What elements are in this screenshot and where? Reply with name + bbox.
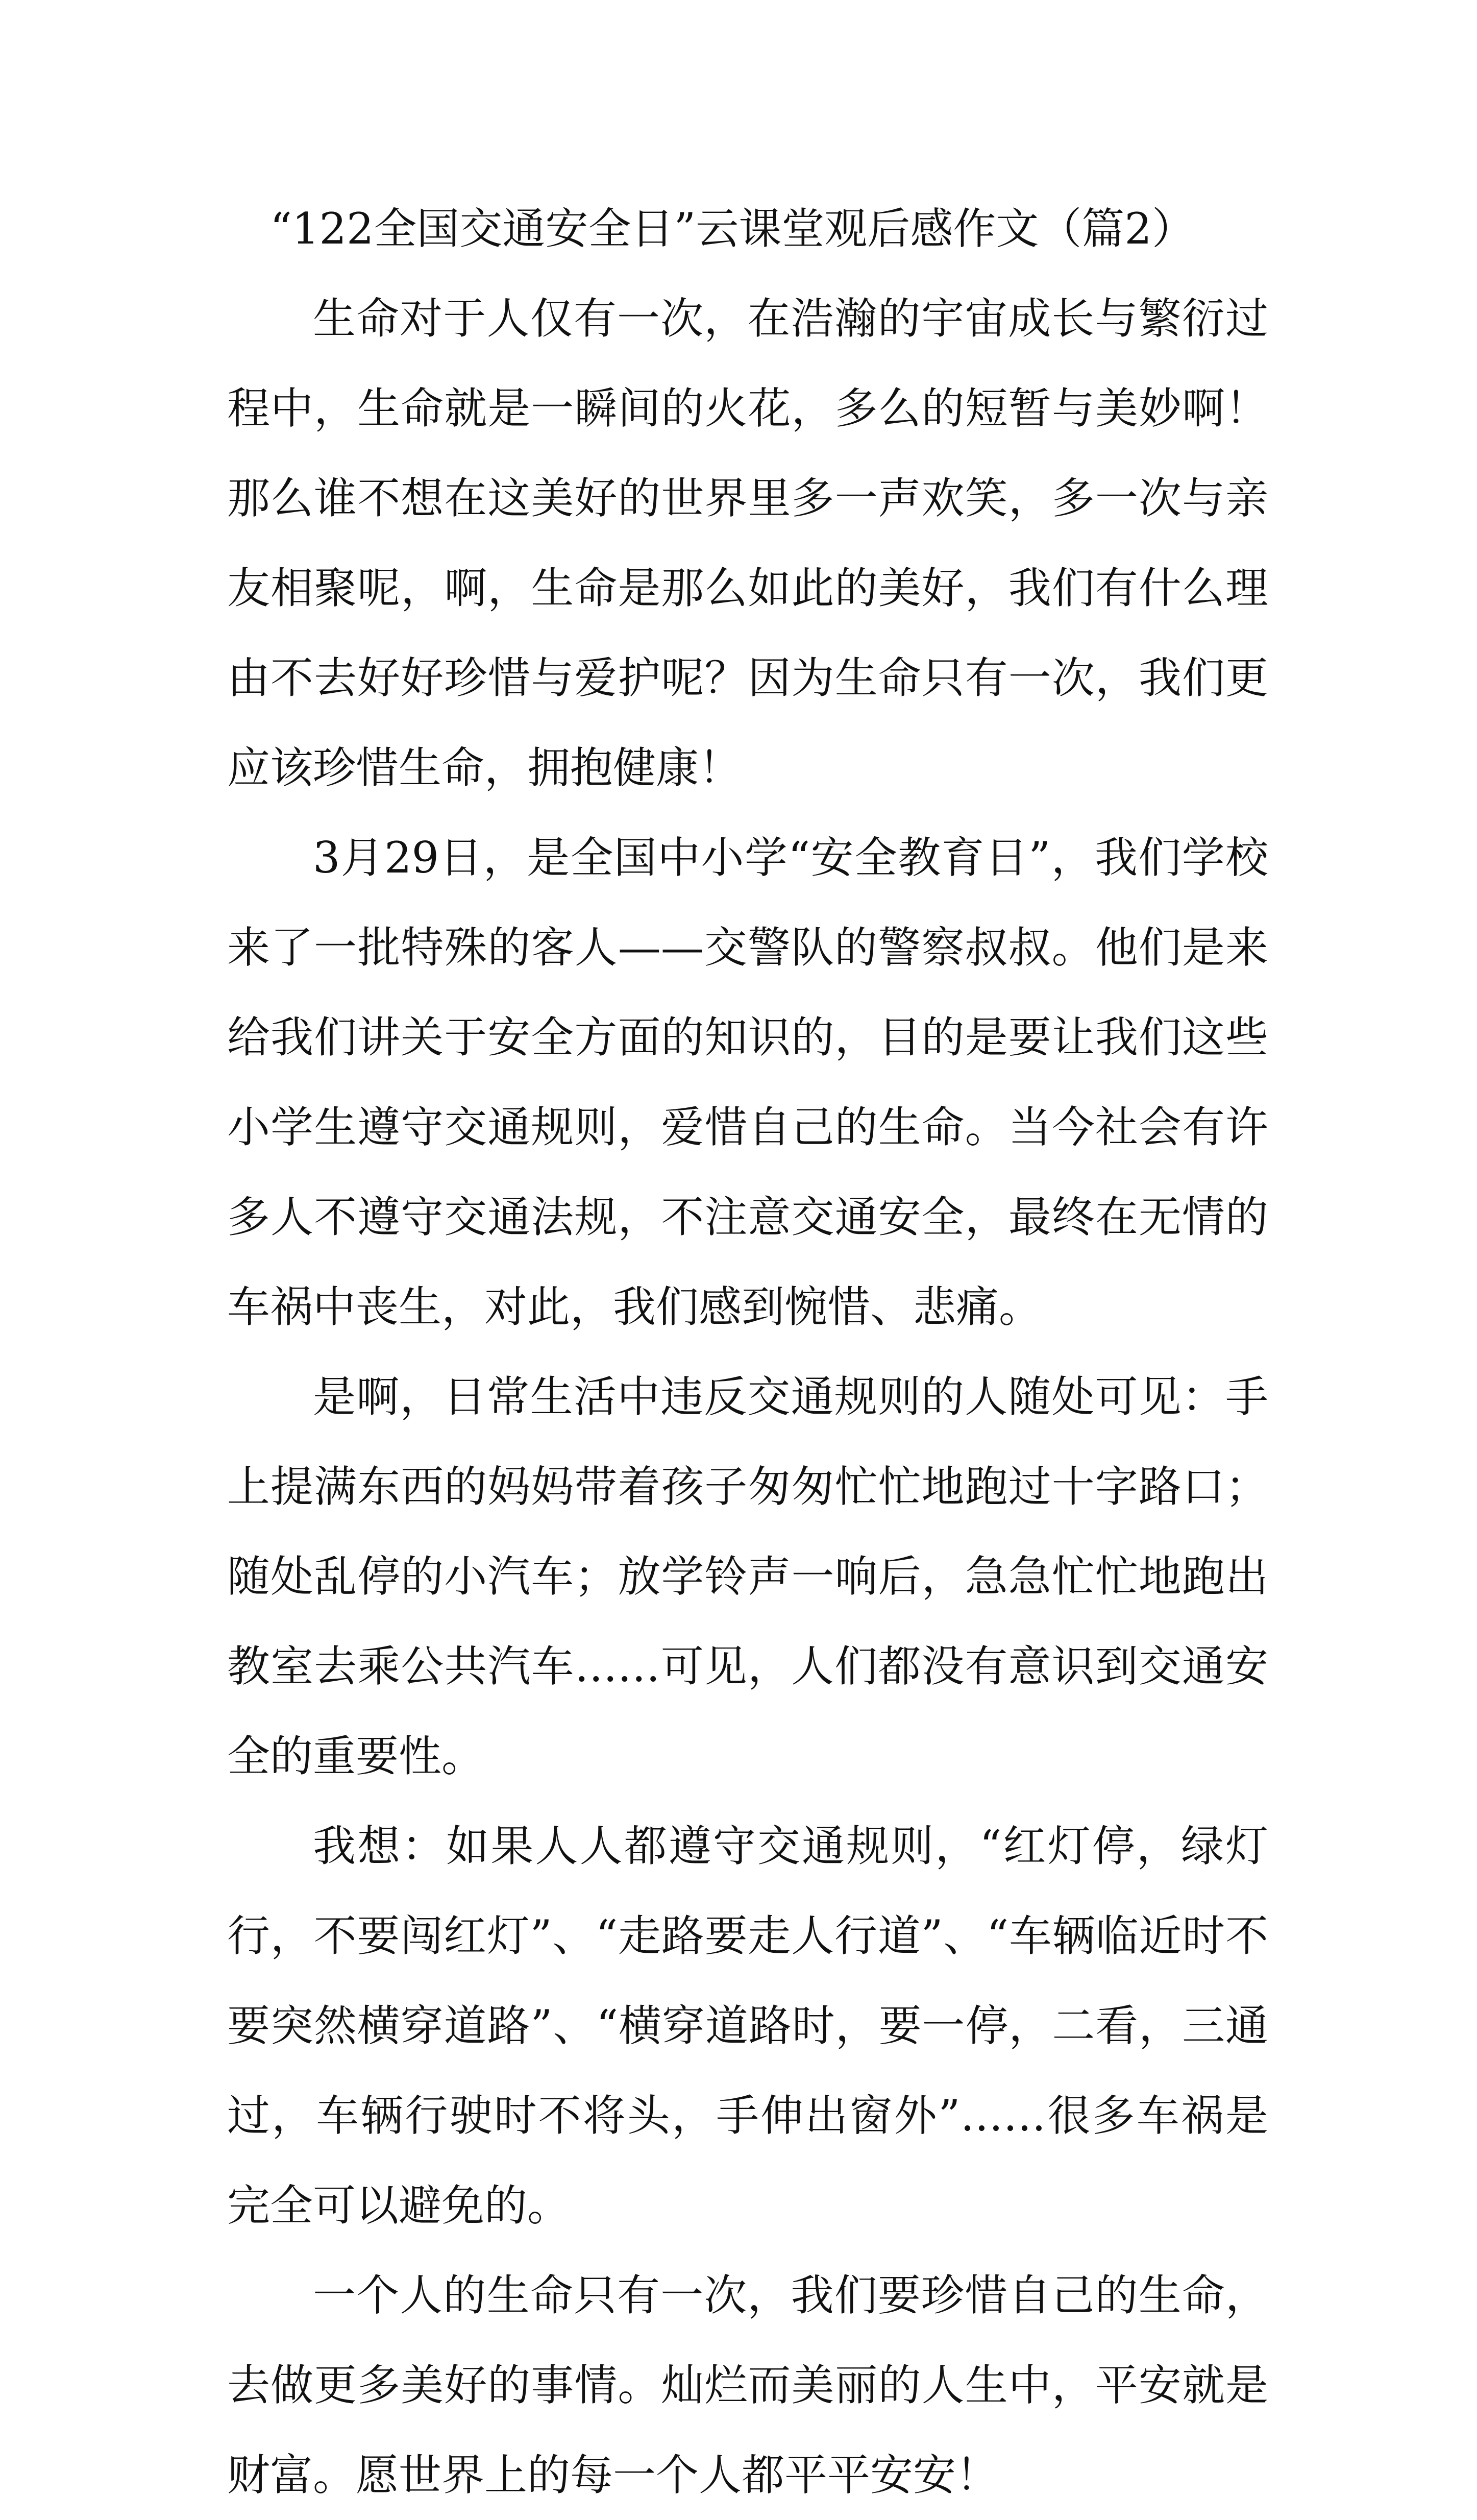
document-title: “122全国交通安全日”云课堂观后感作文（篇2） <box>270 204 1195 254</box>
paragraph-5: 一个人的生命只有一次，我们要珍惜自己的生命，去做更多美好的事情。灿烂而美丽的人生中，平安就是财富。愿世界上的每一个人都平平安安！ <box>227 2270 1268 2500</box>
paragraph-4: 我想：如果人人都遵守交通规则，“红灯停，绿灯行，不要闯红灯”、“走路要走人行道”、“车辆临近时不要突然横穿道路”、“横穿道路时，要一停，二看，三通过，车辆行驶时不将头，手伸出窗外”……很多车祸是完全可以避免的。 <box>227 1821 1268 2231</box>
paragraph-2: 3月29日，是全国中小学“安全教育日”，我们学校来了一批特殊的客人——交警队的警察叔叔。他们是来给我们讲关于安全方面的知识的，目的是要让我们这些小学生遵守交通规则，爱惜自己的生命。当今社会有许多人不遵守交通法规，不注意交通安全，最终在无情的车祸中丧生，对此，我们感到惋惜、悲痛。 <box>227 833 1269 1332</box>
paragraph-1: 生命对于人仅有一次，在浩瀚的宇宙成长与繁衍过程中，生命就是一瞬间的火花，多么的短暂与美妙啊！那么谁不想在这美好的世界里多一声欢笑，多一次与亲友相聚呢，啊，生命是那么如此的美好，我们有什么理由不去好好珍惜与爱护呢？因为生命只有一次，我们更应该珍惜生命，拥抱健康！ <box>227 294 1268 793</box>
document-body <box>227 184 1268 2520</box>
paragraph-3: 是啊，日常生活中违反交通规则的人随处可见：手上提满东西的妈妈带着孩子匆匆忙忙地跑过十字路口；随处乱停的小汽车；放学铃声一响后，急急忙忙地跑出教室去乘公共汽车……可见，人们都没有意识到交通安全的重要性。 <box>227 1372 1268 1781</box>
